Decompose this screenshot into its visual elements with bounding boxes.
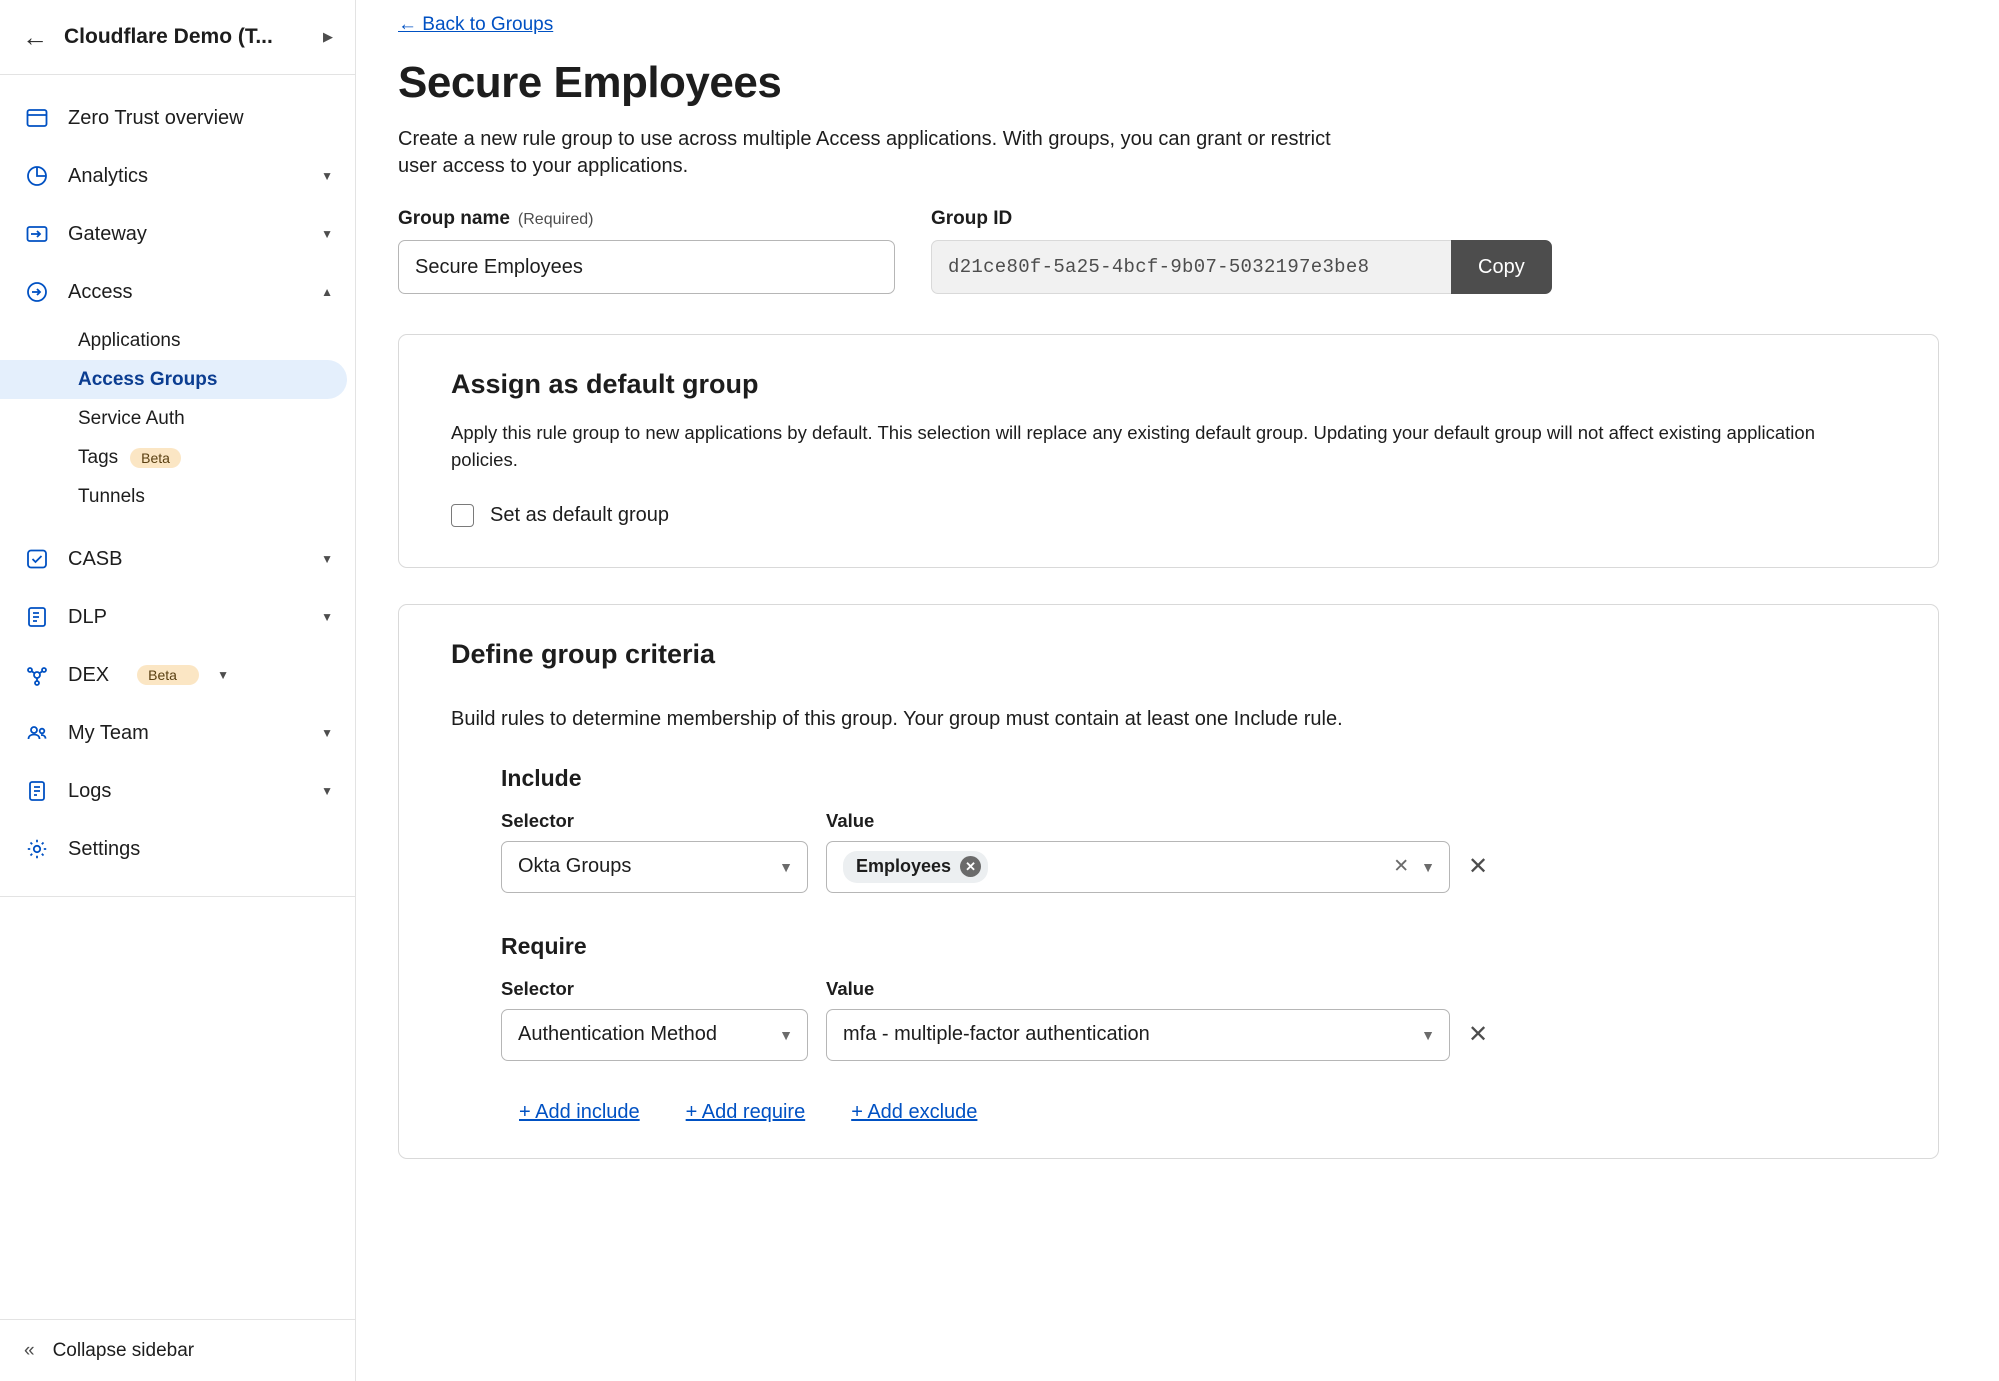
- require-rule-row: [501, 978, 1886, 1061]
- require-selector-label: Selector: [501, 977, 575, 999]
- sidebar-item-analytics[interactable]: [0, 147, 355, 205]
- sidebar-item-label: My Team: [68, 721, 149, 744]
- collapse-sidebar-label: Collapse sidebar: [52, 1339, 195, 1361]
- sidebar-item-service-auth[interactable]: [0, 399, 355, 438]
- sidebar-header: [0, 0, 355, 75]
- sidebar-item-label: DEX: [68, 663, 110, 686]
- add-include-link[interactable]: + Add include: [519, 1100, 640, 1123]
- require-selector-dropdown[interactable]: [501, 1009, 808, 1061]
- group-id-field: [931, 208, 1552, 294]
- back-to-groups-link[interactable]: ← Back to Groups: [398, 14, 554, 35]
- sidebar-item-casb[interactable]: [0, 530, 355, 588]
- group-id-label-wrap: [931, 208, 1552, 230]
- require-value-dropdown[interactable]: [826, 1009, 1450, 1061]
- chevron-down-icon: ▼: [1421, 1026, 1435, 1043]
- chevron-down-icon[interactable]: ▼: [321, 726, 333, 740]
- include-value-field: [826, 810, 1450, 893]
- sidebar-item-label: Settings: [68, 837, 141, 860]
- pie-chart-icon: [24, 163, 50, 189]
- group-name-input[interactable]: [398, 240, 895, 294]
- chevron-down-icon[interactable]: ▼: [217, 668, 230, 682]
- casb-icon: [24, 546, 50, 572]
- set-default-group-row[interactable]: [451, 504, 1886, 527]
- sidebar-subitem-label: Service Auth: [78, 407, 185, 429]
- add-exclude-link[interactable]: + Add exclude: [851, 1100, 978, 1123]
- set-default-group-label: Set as default group: [490, 503, 670, 526]
- sidebar-item-access-groups[interactable]: [0, 360, 347, 399]
- arrow-left-icon[interactable]: ←: [22, 22, 48, 52]
- sidebar-item-dlp[interactable]: [0, 588, 355, 646]
- require-rule-block: [451, 933, 1886, 1061]
- remove-require-rule-icon[interactable]: ✕: [1468, 1020, 1489, 1048]
- assign-default-group-description: Apply this rule group to new applications by default. This selection will replace any existing default group. Updating your default group will not affect existing application policies.: [451, 422, 1815, 470]
- sidebar-item-access[interactable]: [0, 263, 355, 321]
- page-description: Create a new rule group to use across multiple Access applications. With groups, you can grant or restrict user access to your applications.: [398, 128, 1331, 177]
- page-title: Secure Employees: [398, 58, 782, 107]
- sidebar-item-label: CASB: [68, 547, 123, 570]
- window-icon: [24, 105, 50, 131]
- assign-default-group-title: Assign as default group: [451, 369, 759, 399]
- copy-button[interactable]: Copy: [1451, 240, 1552, 294]
- team-icon: [24, 720, 50, 746]
- group-id-wrap: [931, 240, 1552, 294]
- chevron-down-icon: ▼: [779, 1026, 793, 1043]
- sidebar-item-label: DLP: [68, 605, 107, 628]
- sidebar-item-logs[interactable]: [0, 762, 355, 820]
- include-value-token-wrap: [843, 851, 1383, 883]
- chevron-up-icon[interactable]: ▲: [321, 285, 333, 299]
- chevron-down-icon: ▼: [779, 858, 793, 875]
- sidebar-item-tunnels[interactable]: [0, 477, 355, 516]
- include-rule-block: [451, 765, 1886, 893]
- group-name-label-wrap: [398, 208, 895, 230]
- main-content: [356, 0, 1999, 1381]
- require-value-value: mfa - multiple-factor authentication: [843, 1023, 1150, 1046]
- sidebar: [0, 0, 356, 1381]
- sidebar-item-label: Zero Trust overview: [68, 106, 244, 129]
- require-selector-field: [501, 978, 808, 1061]
- include-value-dropdown[interactable]: [826, 841, 1450, 893]
- group-name-field: [398, 208, 895, 294]
- include-value-label: Value: [826, 809, 875, 831]
- dlp-icon: [24, 604, 50, 630]
- double-chevron-left-icon: «: [24, 1339, 35, 1361]
- chevron-down-icon[interactable]: ▼: [321, 169, 333, 183]
- sidebar-divider: [0, 896, 355, 897]
- group-id-value: d21ce80f-5a25-4bcf-9b07-5032197e3be8: [931, 240, 1451, 294]
- sidebar-item-dex[interactable]: [0, 646, 355, 704]
- remove-token-icon[interactable]: ✕: [960, 856, 981, 877]
- include-rule-row: [501, 810, 1886, 893]
- define-group-criteria-description: Build rules to determine membership of this group. Your group must contain at least one Include rule.: [451, 707, 1343, 730]
- dex-icon: [24, 662, 50, 688]
- include-selector-field: [501, 810, 808, 893]
- require-value-field: [826, 978, 1450, 1061]
- group-name-label: Group name: [398, 208, 510, 229]
- remove-include-rule-icon[interactable]: ✕: [1468, 852, 1489, 880]
- sidebar-item-applications[interactable]: [0, 321, 355, 360]
- sidebar-item-label: Access: [68, 280, 133, 303]
- gateway-icon: [24, 221, 50, 247]
- account-name[interactable]: Cloudflare Demo (T...: [64, 25, 273, 48]
- clear-icon[interactable]: ✕: [1393, 856, 1410, 878]
- gear-icon: [24, 836, 50, 862]
- chevron-down-icon[interactable]: ▼: [321, 552, 333, 566]
- define-group-criteria-title: Define group criteria: [451, 638, 716, 669]
- group-name-required: (Required): [517, 211, 594, 228]
- chevron-down-icon: ▼: [1421, 858, 1435, 875]
- value-token-label: Employees: [856, 856, 952, 877]
- include-selector-value: Okta Groups: [518, 855, 632, 878]
- add-rule-links: [451, 1101, 1886, 1124]
- define-group-criteria-card: [398, 604, 1939, 1159]
- collapse-sidebar-button[interactable]: [0, 1319, 355, 1381]
- require-value-label: Value: [826, 977, 875, 999]
- sidebar-item-tags[interactable]: [0, 438, 355, 477]
- sidebar-item-zero-trust-overview[interactable]: [0, 89, 355, 147]
- sidebar-item-settings[interactable]: [0, 820, 355, 878]
- sidebar-subitem-label: Tunnels: [78, 485, 145, 507]
- beta-badge: Beta: [130, 448, 181, 468]
- sidebar-item-my-team[interactable]: [0, 704, 355, 762]
- sidebar-item-gateway[interactable]: [0, 205, 355, 263]
- require-rule-title: Require: [501, 932, 587, 959]
- add-require-link[interactable]: + Add require: [685, 1100, 806, 1123]
- chevron-down-icon[interactable]: ▼: [321, 227, 333, 241]
- group-fields-row: [398, 208, 1939, 294]
- group-id-label: Group ID: [931, 208, 1013, 229]
- assign-default-group-card: [398, 334, 1939, 568]
- require-selector-value: Authentication Method: [518, 1023, 718, 1046]
- set-default-group-checkbox[interactable]: [451, 504, 474, 527]
- sidebar-nav: [0, 75, 355, 1319]
- value-token: [843, 851, 988, 883]
- logs-icon: [24, 778, 50, 804]
- include-selector-dropdown[interactable]: [501, 841, 808, 893]
- chevron-down-icon[interactable]: ▼: [321, 610, 333, 624]
- include-rule-title: Include: [501, 764, 582, 791]
- beta-badge: Beta: [137, 665, 199, 685]
- sidebar-subitem-label: Applications: [78, 329, 181, 351]
- sidebar-item-label: Analytics: [68, 164, 149, 187]
- access-icon: [24, 279, 50, 305]
- sidebar-item-label: Gateway: [68, 222, 147, 245]
- sidebar-subitem-label: Access Groups: [78, 368, 218, 390]
- include-selector-label: Selector: [501, 809, 575, 831]
- sidebar-subitem-label: Tags: [78, 446, 119, 468]
- chevron-down-icon[interactable]: ▼: [321, 784, 333, 798]
- sidebar-item-label: Logs: [68, 779, 112, 802]
- chevron-right-icon[interactable]: ▶: [323, 29, 333, 44]
